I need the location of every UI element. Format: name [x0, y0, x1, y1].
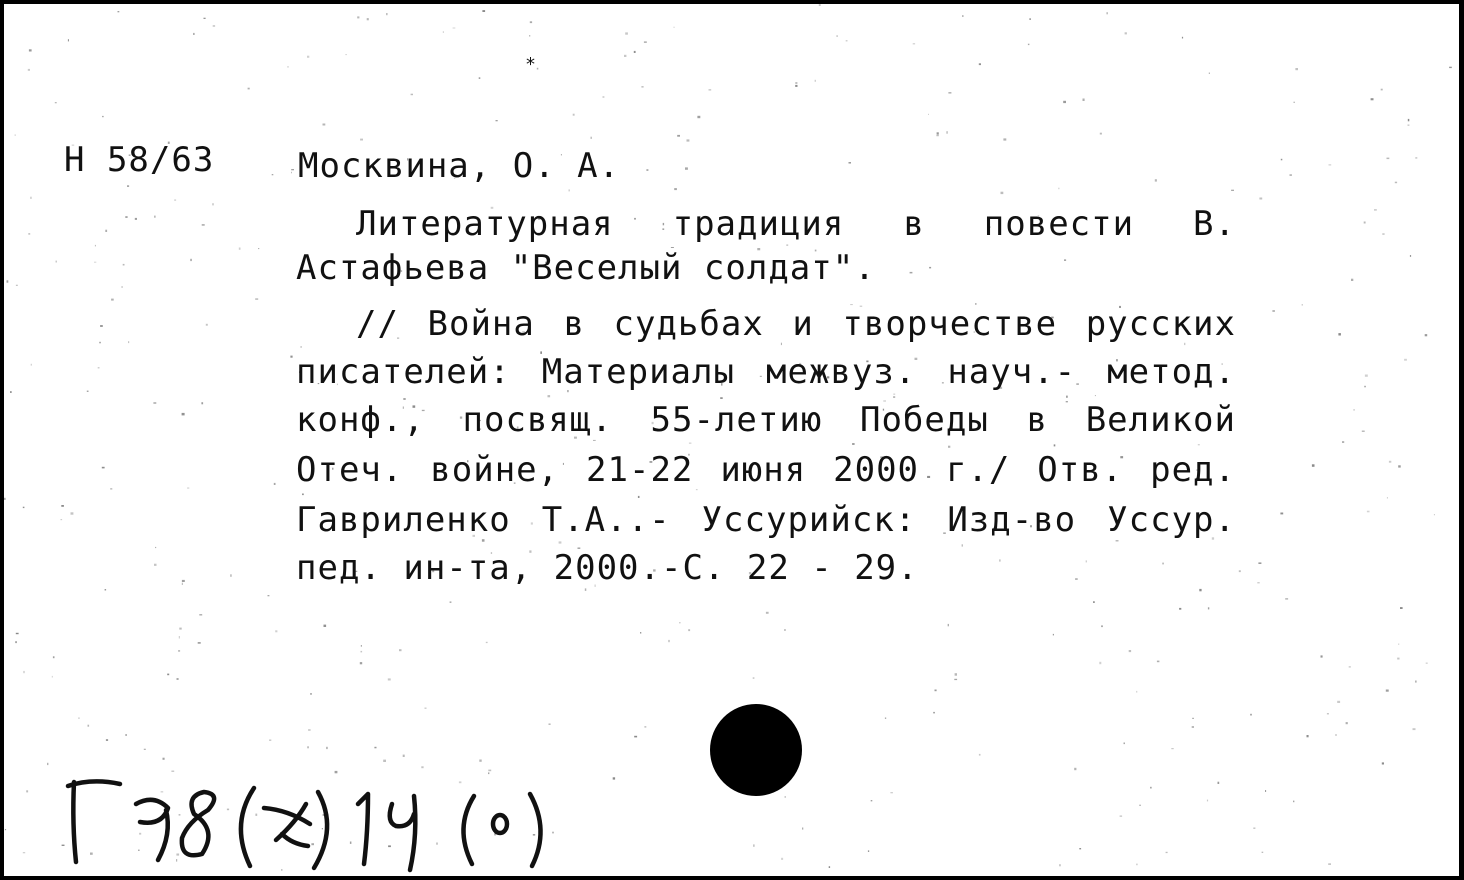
call-number: Н 58/63	[64, 140, 215, 180]
source-line-3: конф., посвящ. 55-летию Победы в Великой	[296, 400, 1236, 440]
source-line-2: писателей: Материалы межвуз. науч.- метод.	[296, 352, 1236, 392]
source-line-5: Гавриленко Т.А..- Уссурийск: Изд-во Уссур.	[296, 500, 1236, 540]
title-line-2: Астафьева "Веселый солдат".	[296, 248, 876, 288]
source-line-4: Отеч. войне, 21-22 июня 2000 г./ Отв. ред.	[296, 450, 1236, 490]
source-line-1: // Война в судьбах и творчестве русских	[356, 304, 1236, 344]
handwritten-shelf-mark	[62, 774, 562, 874]
author-heading: Москвина, О. А.	[298, 146, 621, 186]
punch-hole	[710, 704, 802, 796]
stray-mark: *	[526, 54, 535, 75]
title-line-1: Литературная традиция в повести В.	[356, 204, 1236, 244]
source-line-6: пед. ин-та, 2000.-С. 22 - 29.	[296, 548, 919, 588]
